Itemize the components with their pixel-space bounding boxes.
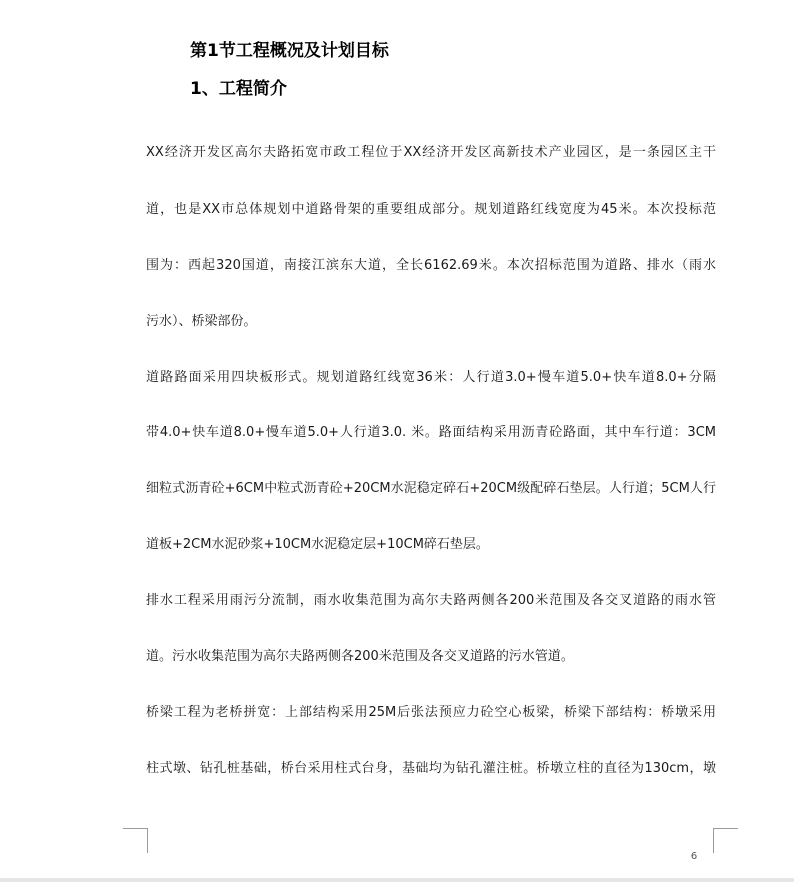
- paragraph-line: 污水）、桥梁部份。: [146, 314, 257, 329]
- paragraph-line: 柱式墩、钻孔桩基础，桥台采用柱式台身，基础均为钻孔灌注桩。桥墩立柱的直径为130cm，墩: [146, 761, 716, 776]
- paragraph-line: 带4.0+快车道8.0+慢车道5.0+人行道3.0. 米。路面结构采用沥青砼路面，其中车行道：3CM: [146, 425, 716, 440]
- subsection-title: 1、工程简介: [190, 79, 287, 99]
- section-title: 第1节工程概况及计划目标: [190, 41, 389, 61]
- crop-mark-right: [713, 828, 738, 853]
- paragraph-line: 道，也是XX市总体规划中道路骨架的重要组成部分。规划道路红线宽度为45米。本次投标范: [146, 202, 716, 217]
- crop-mark-left: [123, 828, 148, 853]
- page-number: 6: [690, 851, 698, 862]
- paragraph-line: 细粒式沥青砼+6CM中粒式沥青砼+20CM水泥稳定碎石+20CM级配碎石垫层。人行道；5CM人行: [146, 481, 716, 496]
- paragraph-line: 桥梁工程为老桥拼宽：上部结构采用25M后张法预应力砼空心板梁，桥梁下部结构：桥墩采用: [146, 705, 716, 720]
- paragraph-line: 道板+2CM水泥砂浆+10CM水泥稳定层+10CM碎石垫层。: [146, 537, 489, 552]
- paragraph-line: 围为：西起320国道，南接江滨东大道，全长6162.69米。本次招标范围为道路、排水（雨水: [146, 258, 716, 273]
- paragraph-line: 道路路面采用四块板形式。规划道路红线宽36米：人行道3.0+慢车道5.0+快车道8.0+分隔: [146, 370, 716, 385]
- paragraph-line: 道。污水收集范围为高尔夫路两侧各200米范围及各交叉道路的污水管道。: [146, 649, 574, 664]
- page-gap: [0, 878, 794, 882]
- paragraph-line: 排水工程采用雨污分流制，雨水收集范围为高尔夫路两侧各200米范围及各交叉道路的雨水管: [146, 593, 716, 608]
- paragraph-line: XX经济开发区高尔夫路拓宽市政工程位于XX经济开发区高新技术产业园区，是一条园区主干: [146, 145, 716, 160]
